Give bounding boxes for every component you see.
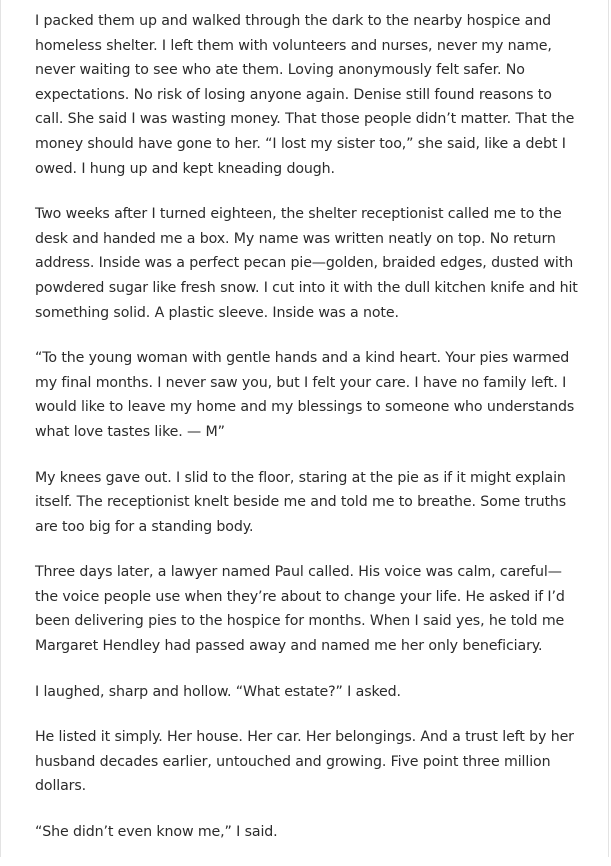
- paragraph: “She didn’t even know me,” I said.: [35, 824, 278, 841]
- paragraph: Two weeks after I turned eighteen, the shelter receptionist called me to the desk and handed me a box. My name was written neatly on top. No return address. Inside was a perfect pecan pie—golden, braided edges, dusted with powdered sugar like fresh snow. I cut into it with the dull kitchen knife and hit something solid. A plastic sleeve. Inside was a note.: [35, 206, 578, 321]
- paragraph: I laughed, sharp and hollow. “What estate?” I asked.: [35, 683, 401, 700]
- paragraph: I packed them up and walked through the dark to the nearby hospice and homeless shelter. I left them with volunteers and nurses, never my name, never waiting to see who ate them. Loving anonymously felt safer. No expectations. No risk of losing anyone again. Denise still found reasons to call. She said I was wasting money. That those people didn’t matter. That the money should have gone to her. “I lost my sister too,” she said, like a debt I owed. I hung up and kept kneading dough.: [35, 13, 575, 177]
- paragraph: Three days later, a lawyer named Paul called. His voice was calm, careful—the voice people use when they’re about to change your life. He asked if I’d been delivering pies to the hospice for months. When I said yes, he told me Margaret Hendley had passed away and named me her only beneficiary.: [35, 564, 565, 655]
- story-text: [35, 9, 583, 866]
- paragraph: He listed it simply. Her house. Her car. Her belongings. And a trust left by her husband decades earlier, untouched and growing. Five point three million dollars.: [35, 729, 574, 795]
- paragraph: “To the young woman with gentle hands and a kind heart. Your pies warmed my final months. I never saw you, but I felt your care. I have no family left. I would like to leave my home and my blessings to someone who understands what love tastes like. — M”: [35, 350, 575, 440]
- paragraph: My knees gave out. I slid to the floor, staring at the pie as if it might explain itself. The receptionist knelt beside me and told me to breathe. Some truths are too big for a standing body.: [35, 469, 567, 535]
